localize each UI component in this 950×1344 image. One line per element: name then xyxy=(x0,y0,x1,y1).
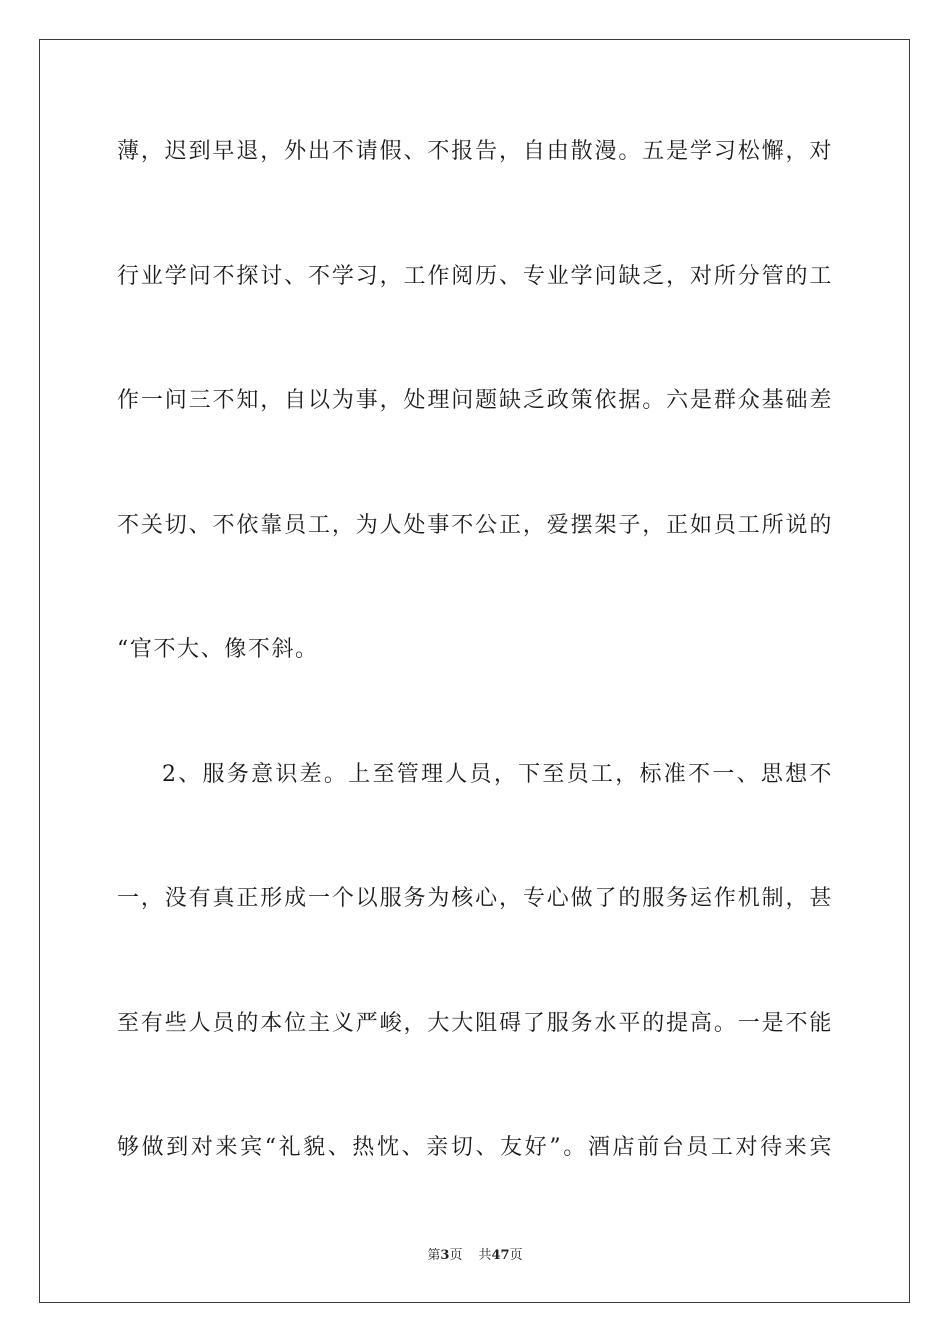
body-text-line: 不关切、不依靠员工，为人处事不公正，爱摆架子，正如员工所说的 xyxy=(117,513,833,538)
body-text-line: “官不大、像不斜。 xyxy=(117,637,319,662)
body-text-line: 至有些人员的本位主义严峻，大大阻碍了服务水平的提高。一是不能 xyxy=(117,1011,833,1036)
footer-total-prefix: 共 xyxy=(478,1248,492,1263)
body-text-line: 一，没有真正形成一个以服务为核心，专心做了的服务运作机制，甚 xyxy=(117,886,833,911)
total-pages: 47 xyxy=(491,1248,510,1263)
footer-total-unit: 页 xyxy=(509,1248,523,1263)
body-text-line: 够做到对来宾“礼貌、热忱、亲切、友好”。酒店前台员工对待来宾 xyxy=(117,1135,833,1160)
body-text-line: 行业学问不探讨、不学习，工作阅历、专业学问缺乏，对所分管的工 xyxy=(117,264,833,289)
paragraph-start-line: 2、服务意识差。上至管理人员，下至员工，标准不一、思想不 xyxy=(162,762,833,787)
body-text-line: 薄，迟到早退，外出不请假、不报告，自由散漫。五是学习松懈，对 xyxy=(117,139,833,164)
page-number: 3 xyxy=(440,1248,450,1263)
footer-prefix: 第 xyxy=(427,1248,441,1263)
page-border xyxy=(39,39,910,1303)
body-text-line: 作一问三不知，自以为事，处理问题缺乏政策依据。六是群众基础差 xyxy=(117,388,833,413)
footer-page-unit: 页 xyxy=(449,1248,463,1263)
page-footer xyxy=(0,1247,950,1265)
